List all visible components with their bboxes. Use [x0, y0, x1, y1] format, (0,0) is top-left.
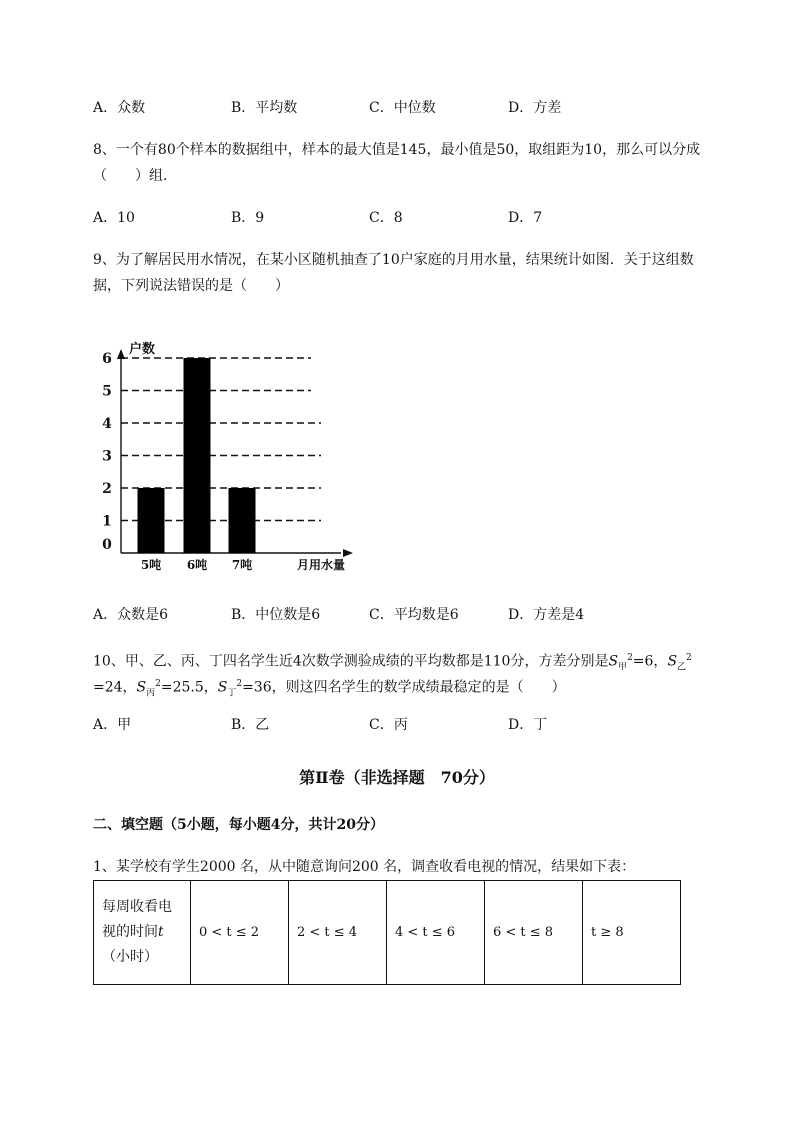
q8-text-line2: （ ）组．	[93, 168, 177, 184]
q8-option-c: C．8	[369, 210, 403, 226]
header-line3: （小时）	[102, 949, 158, 965]
x-tick-label: 5吨	[140, 558, 162, 572]
y-tick-label: 6	[102, 351, 112, 367]
q8-option-b: B．9	[231, 210, 265, 226]
val-ding: =36，则这四名学生的数学成绩最稳定的是（ ）	[242, 679, 566, 696]
header-var-t: t	[158, 924, 164, 940]
y-axis-arrow	[117, 349, 125, 359]
sub-yi: 乙	[677, 662, 687, 673]
section-2-title: 第Ⅱ卷（非选择题 70分）	[299, 768, 495, 787]
q10-option-d: D．丁	[508, 717, 548, 733]
q7-option-c: C．中位数	[369, 100, 436, 116]
header-line1: 每周收看电	[102, 899, 172, 915]
val-yi: =24，	[93, 679, 137, 696]
table-cell: 2 < t ≤ 4	[289, 881, 387, 985]
fill-in-heading: 二、填空题（5小题，每小题4分，共计20分）	[93, 817, 384, 833]
q8-text-line1: 8、一个有80个样本的数据组中，样本的最大值是145，最小值是50，取组距为10，那么可以分成	[93, 142, 701, 158]
x-axis-arrow	[343, 549, 353, 557]
y-tick-label: 5	[102, 383, 112, 400]
header-line2	[102, 920, 182, 945]
q10-option-a: A．甲	[93, 717, 132, 733]
table-row	[94, 881, 681, 985]
table-cell: 4 < t ≤ 6	[387, 881, 485, 985]
q10-option-c: C．丙	[369, 717, 408, 733]
sup-2: 2	[155, 679, 161, 689]
y-tick-label: 2	[102, 481, 112, 497]
q8-option-d: D．7	[508, 210, 543, 226]
q7-option-d: D．方差	[508, 100, 562, 116]
x-axis-label: 月用水量	[296, 558, 346, 572]
q8-option-a: A．10	[93, 210, 135, 226]
table-cell: 0 < t ≤ 2	[191, 881, 289, 985]
variance-symbol: S	[667, 653, 678, 670]
fill-q1-text: 1、某学校有学生2000 名，从中随意询问200 名，调查收看电视的情况，结果如下表：	[93, 859, 636, 875]
y-tick-label: 4	[102, 416, 112, 432]
table-cell: t ≥ 8	[583, 881, 681, 985]
variance-symbol: S	[217, 679, 228, 696]
y-tick-label: 0	[102, 537, 112, 553]
q9-option-b: B．中位数是6	[231, 607, 321, 623]
sub-ding: 丁	[227, 688, 237, 699]
bar	[229, 488, 256, 553]
header-line2-text: 视的时间	[102, 924, 158, 940]
sub-jia: 甲	[618, 662, 628, 673]
y-axis-label: 户数	[129, 342, 156, 357]
table-cell: 6 < t ≤ 8	[485, 881, 583, 985]
q9-option-c: C．平均数是6	[369, 607, 459, 623]
sup-2: 2	[236, 679, 243, 689]
variance-symbol: S	[608, 653, 619, 670]
val-bing: =25.5，	[160, 679, 218, 696]
q9-text-line1: 9、为了解居民用水情况，在某小区随机抽查了10户家庭的月用水量，结果统计如图．关于这组数	[93, 252, 694, 268]
q10-line1-text: 10、甲、乙、丙、丁四名学生近4次数学测验成绩的平均数都是110分，方差分别是	[93, 653, 609, 670]
y-tick-label: 1	[102, 513, 112, 530]
x-tick-label: 6吨	[186, 558, 208, 572]
sup-2: 2	[686, 653, 692, 663]
sup-2: 2	[627, 653, 633, 663]
q9-option-a: A．众数是6	[93, 607, 169, 623]
tv-watching-table	[93, 880, 681, 985]
x-tick-label: 7吨	[231, 558, 253, 572]
q9-text-line2: 据，下列说法错误的是（ ）	[93, 278, 289, 294]
y-tick-label: 3	[102, 448, 112, 465]
bar	[138, 488, 165, 553]
q7-option-b: B．平均数	[231, 100, 298, 116]
q7-option-a: A．众数	[93, 100, 146, 116]
water-usage-bar-chart	[95, 320, 355, 580]
q9-option-d: D．方差是4	[508, 607, 585, 623]
variance-symbol: S	[136, 679, 147, 696]
bar	[184, 358, 211, 553]
q10-option-b: B．乙	[231, 717, 270, 733]
q10-text-line2	[93, 674, 566, 703]
val-jia: =6，	[632, 653, 668, 670]
sub-bing: 丙	[146, 688, 156, 699]
table-header-cell	[94, 881, 191, 985]
